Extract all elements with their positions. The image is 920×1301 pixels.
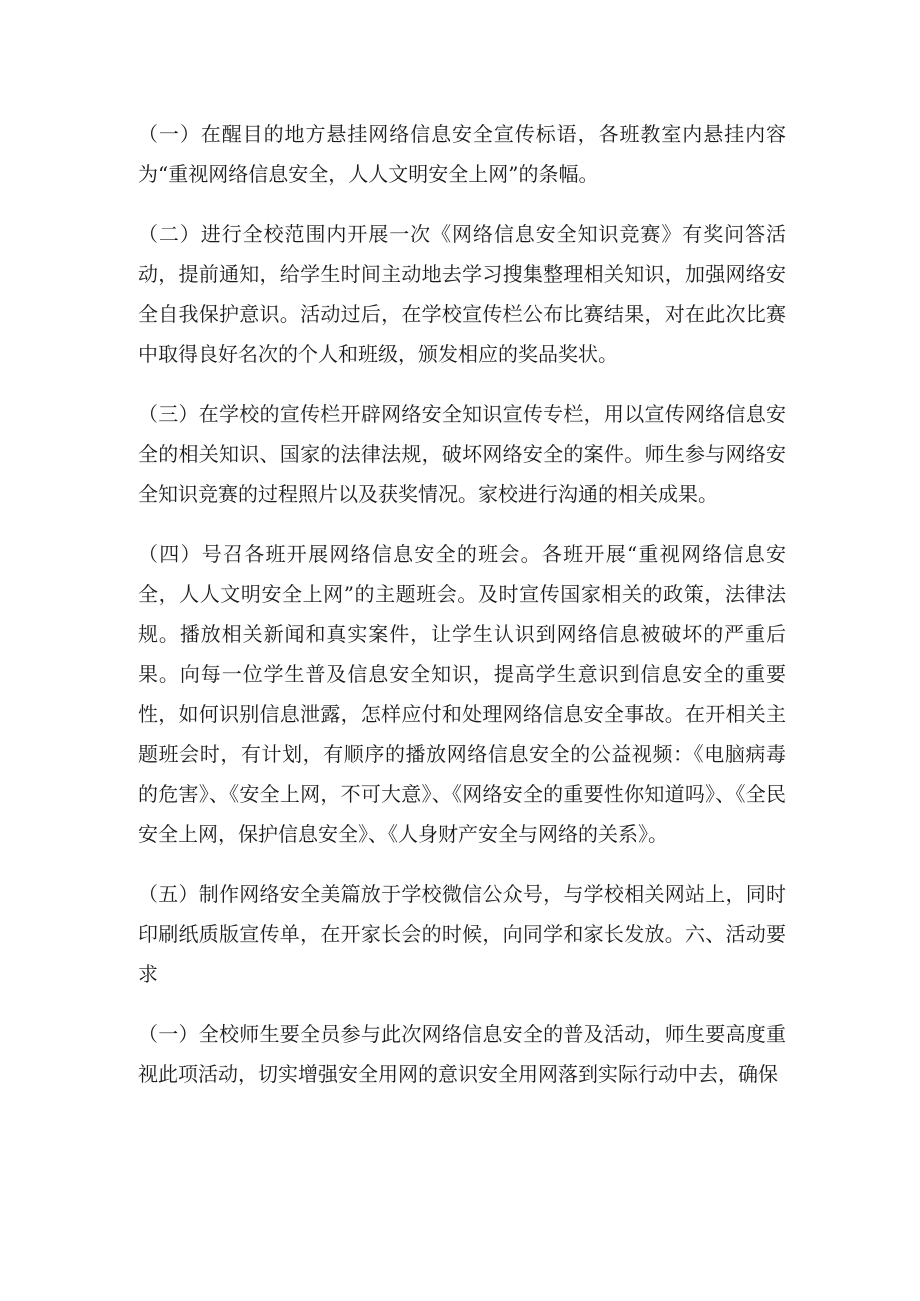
paragraph-4: （四）号召各班开展网络信息安全的班会。各班开展“重视网络信息安全，人人文明安全上网”的主题班会。及时宣传国家相关的政策，法律法规。播放相关新闻和真实案件，让学生认识到网络信息被破坏的严重后果。向每一位学生普及信息安全知识，提高学生意识到信息安全的重要性，如何识别信息泄露，怎样应付和处理网络信息安全事故。在开相关主题班会时，有计划，有顺序的播放网络信息安全的公益视频：《电脑病毒的危害》、《安全上网，不可大意》、《网络安全的重要性你知道吗》、《全民安全上网，保护信息安全》、《人身财产安全与网络的关系》。	[138, 542, 786, 846]
document-body	[138, 114, 786, 1094]
paragraph-6: （一）全校师生要全员参与此次网络信息安全的普及活动，师生要高度重视此项活动，切实增强安全用网的意识安全用网落到实际行动中去，确保	[138, 1022, 786, 1086]
paragraph-2: （二）进行全校范围内开展一次《网络信息安全知识竞赛》有奖问答活动，提前通知，给学生时间主动地去学习搜集整理相关知识，加强网络安全自我保护意识。活动过后，在学校宣传栏公布比赛结果，对在此次比赛中取得良好名次的个人和班级，颁发相应的奖品奖状。	[138, 222, 786, 366]
paragraph-1: （一）在醒目的地方悬挂网络信息安全宣传标语，各班教室内悬挂内容为“重视网络信息安全，人人文明安全上网”的条幅。	[138, 122, 786, 186]
paragraph-5: （五）制作网络安全美篇放于学校微信公众号，与学校相关网站上，同时印刷纸质版宣传单，在开家长会的时候，向同学和家长发放。六、活动要求	[138, 882, 786, 986]
paragraph-3: （三）在学校的宣传栏开辟网络安全知识宣传专栏，用以宣传网络信息安全的相关知识、国家的法律法规，破坏网络安全的案件。师生参与网络安全知识竞赛的过程照片以及获奖情况。家校进行沟通的相关成果。	[138, 402, 786, 506]
